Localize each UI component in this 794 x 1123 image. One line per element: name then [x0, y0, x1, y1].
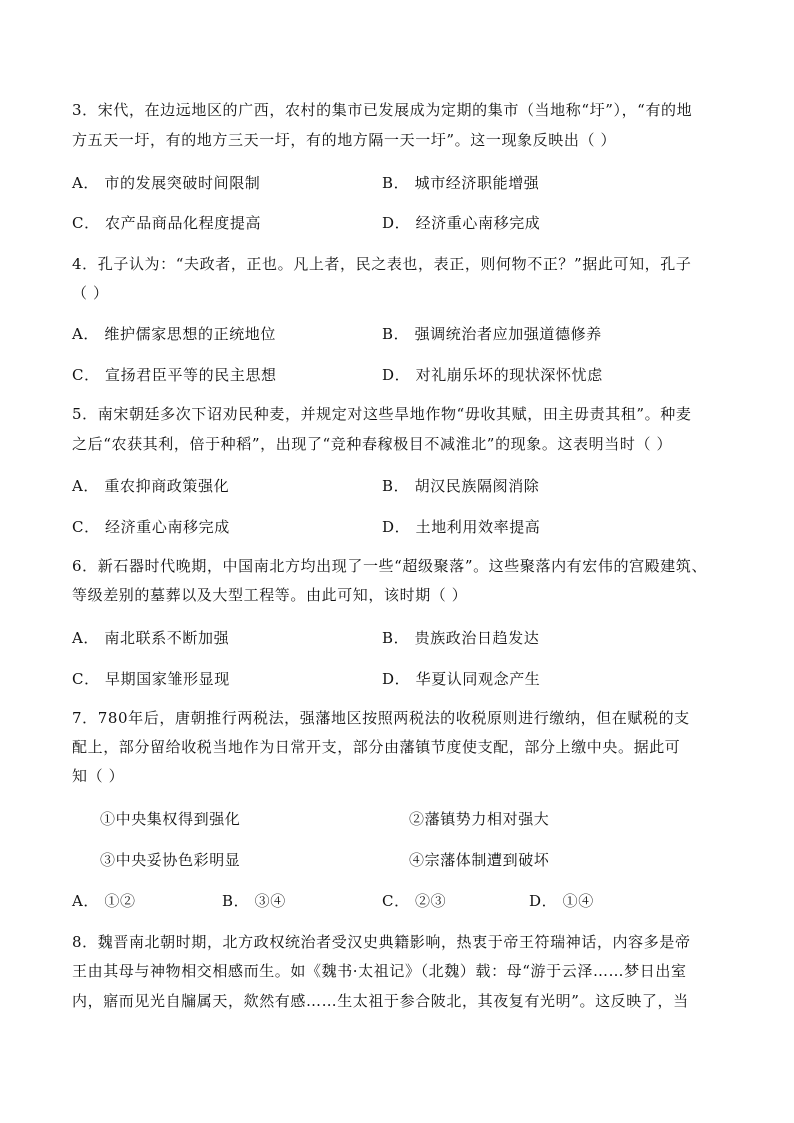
q4-stem-line-1: 4．孔子认为：“夫政者，正也。凡上者，民之表也，表正，则何物不正？”据此可知，孔子 — [72, 255, 692, 273]
q5-stem-line-2: 之后“农获其利，倍于种稻”，出现了“竞种春稼极目不减淮北”的现象。这表明当时（ ） — [72, 435, 673, 453]
q3-stem-line-2: 方五天一圩，有的地方三天一圩，有的地方隔一天一圩”。这一现象反映出（ ） — [72, 131, 617, 149]
q8-stem-line-2: 王由其母与神物相交相感而生。如《魏书·太祖记》（北魏）载：母“游于云泽……梦日出室 — [72, 962, 687, 980]
q6-option-d: D． 华夏认同观念产生 — [382, 670, 541, 688]
q7-statement-1: ①中央集权得到强化 — [100, 810, 241, 828]
q8-stem-line-1: 8．魏晋南北朝时期，北方政权统治者受汉史典籍影响，热衷于帝王符瑞神话，内容多是帝 — [72, 933, 691, 951]
q4-option-b: B． 强调统治者应加强道德修养 — [382, 325, 602, 343]
q7-option-c: C． ②③ — [382, 892, 447, 910]
q3-option-c: C． 农产品商品化程度提高 — [72, 214, 262, 232]
q7-stem-line-2: 配上，部分留给收税当地作为日常开支，部分由藩镇节度使支配，部分上缴中央。据此可 — [72, 738, 681, 756]
q5-option-d: D． 土地利用效率提高 — [382, 518, 541, 536]
q6-stem-line-2: 等级差别的墓葬以及大型工程等。由此可知，该时期（ ） — [72, 586, 468, 604]
q5-option-a: A． 重农抑商政策强化 — [72, 477, 230, 495]
q7-stem-line-3: 知（ ） — [72, 767, 125, 785]
q4-option-a: A． 维护儒家思想的正统地位 — [72, 325, 277, 343]
q6-option-a: A． 南北联系不断加强 — [72, 629, 230, 647]
q4-option-c: C． 宣扬君臣平等的民主思想 — [72, 366, 277, 384]
q7-stem-line-1: 7．780年后，唐朝推行两税法，强藩地区按照两税法的收税原则进行缴纳，但在赋税的支 — [72, 709, 690, 727]
q8-stem-line-3: 内，寤而见光自牖属天，欻然有感……生太祖于参合陂北，其夜复有光明”。这反映了，当 — [72, 992, 689, 1010]
q3-stem-line-1: 3．宋代，在边远地区的广西，农村的集市已发展成为定期的集市（当地称“圩”），“有的地 — [72, 101, 693, 119]
q4-option-d: D． 对礼崩乐坏的现状深怀忧虑 — [382, 366, 603, 384]
q7-statement-2: ②藩镇势力相对强大 — [409, 810, 550, 828]
q3-option-a: A． 市的发展突破时间限制 — [72, 174, 261, 192]
q7-option-a: A． ①② — [72, 892, 136, 910]
q3-option-d: D． 经济重心南移完成 — [382, 214, 541, 232]
q5-option-b: B． 胡汉民族隔阂消除 — [382, 477, 540, 495]
q6-option-c: C． 早期国家雏形显现 — [72, 670, 230, 688]
q7-option-b: B． ③④ — [222, 892, 286, 910]
q3-option-b: B． 城市经济职能增强 — [382, 174, 540, 192]
q4-stem-line-2: （ ） — [72, 284, 109, 302]
q7-statement-3: ③中央妥协色彩明显 — [100, 851, 241, 869]
q5-option-c: C． 经济重心南移完成 — [72, 518, 230, 536]
q5-stem-line-1: 5．南宋朝廷多次下诏劝民种麦，并规定对这些旱地作物“毋收其赋，田主毋责其租”。种麦 — [72, 405, 692, 423]
q6-option-b: B． 贵族政治日趋发达 — [382, 629, 540, 647]
q7-option-d: D． ①④ — [529, 892, 594, 910]
q6-stem-line-1: 6．新石器时代晚期，中国南北方均出现了一些“超级聚落”。这些聚落内有宏伟的宫殿建筑、 — [72, 557, 708, 575]
q7-statement-4: ④宗藩体制遭到破坏 — [409, 851, 550, 869]
